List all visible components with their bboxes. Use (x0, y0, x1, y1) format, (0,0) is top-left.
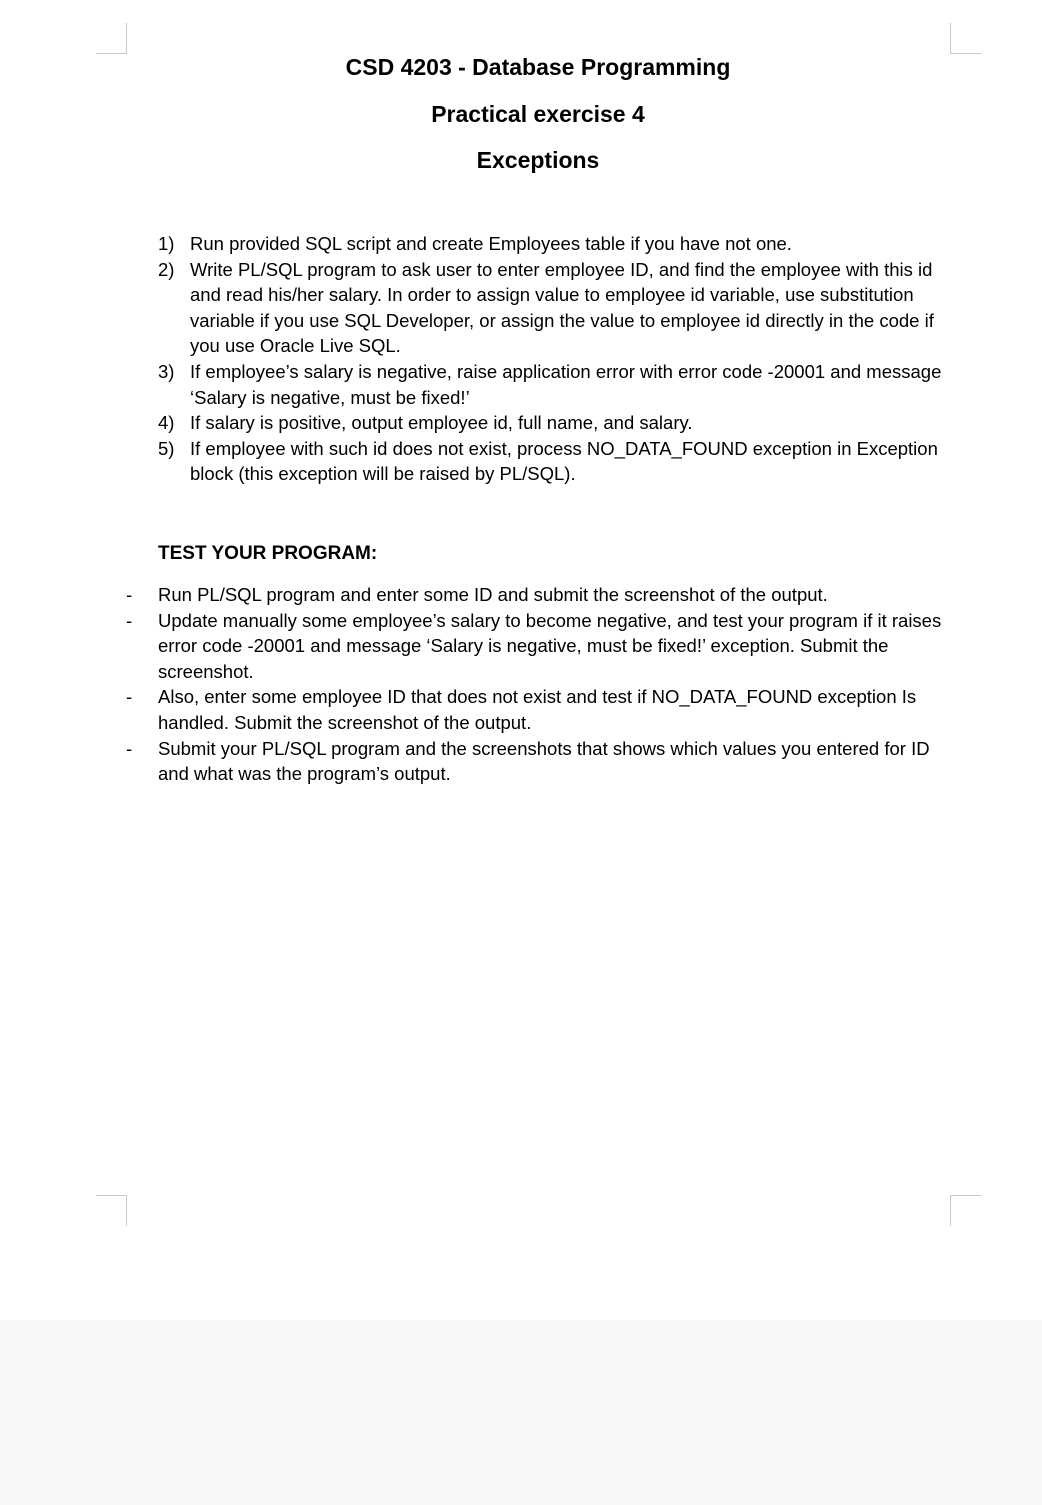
task-text: Write PL/SQL program to ask user to enter employee ID, and find the employee with this id and read his/her salary. In order to assign value to employee id variable, use substitution variable if you use SQL Developer, or assign the value to employee id directly in the code if you use Oracle Live SQL. (190, 258, 934, 357)
task-number: 2) (158, 258, 175, 280)
task-text: If employee with such id does not exist, process NO_DATA_FOUND exception in Exception block (this exception will be raised by PL/SQL). (190, 437, 938, 485)
task-item (158, 231, 950, 257)
test-item (126, 684, 950, 735)
bullet-dash: - (126, 686, 133, 708)
task-number: 4) (158, 412, 175, 434)
crop-mark-top-left (96, 23, 127, 54)
task-text: If salary is positive, output employee id, full name, and salary. (190, 412, 693, 434)
task-item (158, 359, 950, 410)
test-text: Run PL/SQL program and enter some ID and submit the screenshot of the output. (158, 584, 828, 605)
bullet-dash: - (126, 584, 133, 605)
task-item (158, 436, 950, 487)
task-number: 1) (158, 233, 175, 254)
task-number: 3) (158, 360, 175, 382)
test-text: Also, enter some employee ID that does not exist and test if NO_DATA_FOUND exception Is handled. Submit the screenshot of the output. (158, 686, 917, 733)
test-item (126, 582, 950, 608)
course-title: CSD 4203 - Database Programming (345, 54, 731, 80)
exercise-title: Practical exercise 4 (431, 101, 645, 127)
test-item (126, 608, 950, 685)
crop-mark-bottom-left (96, 1195, 127, 1226)
task-list (158, 231, 950, 487)
task-number: 5) (158, 437, 175, 459)
bullet-dash: - (126, 737, 133, 759)
crop-mark-top-right (950, 23, 981, 54)
topic-title: Exceptions (476, 147, 600, 173)
test-list (126, 582, 950, 787)
test-item (126, 736, 950, 787)
crop-mark-bottom-right (950, 1195, 981, 1226)
task-text: Run provided SQL script and create Employees table if you have not one. (190, 233, 792, 254)
task-item (158, 410, 950, 436)
test-section-title: TEST YOUR PROGRAM: (158, 543, 378, 564)
bullet-dash: - (126, 609, 133, 631)
test-text: Update manually some employee’s salary to become negative, and test your program if it raises error code -20001 and message ‘Salary is negative, must be fixed!’ exception. Submit the screenshot. (158, 609, 942, 682)
task-item (158, 257, 950, 359)
task-text: If employee’s salary is negative, raise application error with error code -20001 and message ‘Salary is negative, must be fixed!’ (190, 360, 942, 408)
test-text: Submit your PL/SQL program and the screenshots that shows which values you entered for ID and what was the program’s output. (158, 737, 930, 785)
